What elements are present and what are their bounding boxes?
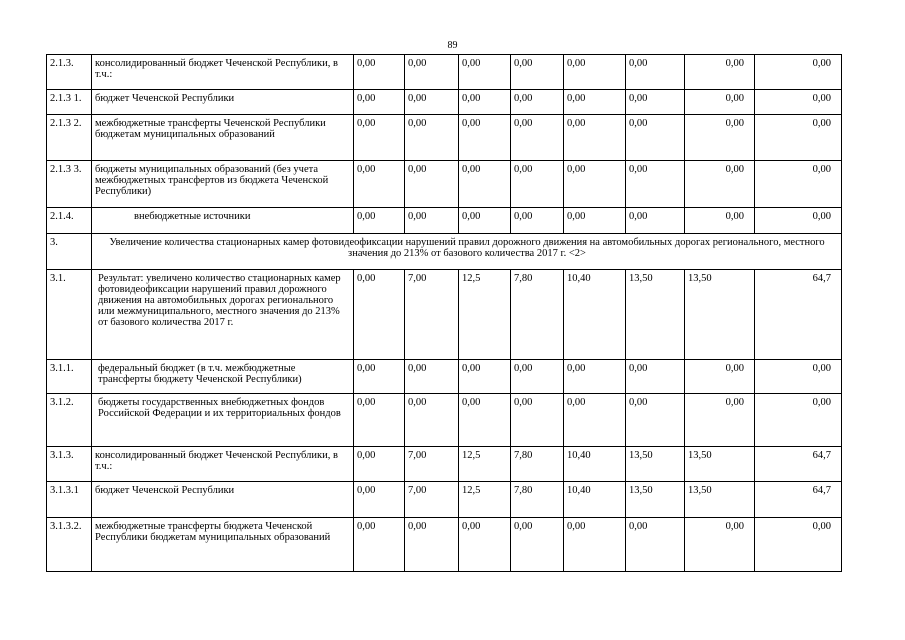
value-cell: 0,00 xyxy=(511,518,564,572)
value-cell: 0,00 xyxy=(685,55,755,90)
value-cell: 0,00 xyxy=(459,55,511,90)
row-number: 2.1.4. xyxy=(47,208,92,234)
value-cell: 0,00 xyxy=(405,161,459,208)
value-cell: 13,50 xyxy=(685,447,755,482)
row-number: 3.1.1. xyxy=(47,360,92,394)
value-cell: 0,00 xyxy=(564,55,626,90)
row-number: 3.1.3.1 xyxy=(47,482,92,518)
budget-table xyxy=(46,54,842,572)
value-cell: 10,40 xyxy=(564,447,626,482)
section-heading: Увеличение количества стационарных камер фотовидеофиксации нарушений правил дорожного движения на автомобильных дорогах регионального, местного значения до 213% от базового количества 2017 г. <2> xyxy=(92,234,842,270)
value-cell: 0,00 xyxy=(354,115,405,161)
row-number: 3.1.3. xyxy=(47,447,92,482)
value-cell: 0,00 xyxy=(564,161,626,208)
total-cell: 0,00 xyxy=(755,208,842,234)
row-description: консолидированный бюджет Чеченской Республики, в т.ч.: xyxy=(92,55,354,90)
value-cell: 0,00 xyxy=(511,55,564,90)
value-cell: 7,00 xyxy=(405,447,459,482)
total-cell: 0,00 xyxy=(755,90,842,115)
value-cell: 13,50 xyxy=(626,482,685,518)
value-cell: 12,5 xyxy=(459,270,511,360)
table-row xyxy=(47,270,842,360)
value-cell: 0,00 xyxy=(354,161,405,208)
value-cell: 0,00 xyxy=(354,270,405,360)
value-cell: 0,00 xyxy=(685,394,755,447)
value-cell: 0,00 xyxy=(511,90,564,115)
value-cell: 0,00 xyxy=(405,394,459,447)
value-cell: 0,00 xyxy=(354,55,405,90)
value-cell: 0,00 xyxy=(511,360,564,394)
value-cell: 0,00 xyxy=(459,394,511,447)
row-number: 3.1.2. xyxy=(47,394,92,447)
value-cell: 0,00 xyxy=(685,90,755,115)
value-cell: 7,00 xyxy=(405,482,459,518)
table-row xyxy=(47,447,842,482)
value-cell: 0,00 xyxy=(685,115,755,161)
value-cell: 12,5 xyxy=(459,447,511,482)
value-cell: 0,00 xyxy=(459,360,511,394)
total-cell: 0,00 xyxy=(755,360,842,394)
value-cell: 0,00 xyxy=(459,161,511,208)
table-row xyxy=(47,360,842,394)
row-number: 2.1.3 3. xyxy=(47,161,92,208)
table-row xyxy=(47,208,842,234)
total-cell: 0,00 xyxy=(755,161,842,208)
value-cell: 0,00 xyxy=(564,394,626,447)
total-cell: 0,00 xyxy=(755,115,842,161)
value-cell: 10,40 xyxy=(564,482,626,518)
row-description: бюджет Чеченской Республики xyxy=(92,90,354,115)
row-description: бюджеты государственных внебюджетных фондов Российской Федерации и их территориальных фондов xyxy=(92,394,354,447)
value-cell: 0,00 xyxy=(405,518,459,572)
value-cell: 0,00 xyxy=(354,482,405,518)
value-cell: 0,00 xyxy=(354,394,405,447)
value-cell: 0,00 xyxy=(459,518,511,572)
table-row xyxy=(47,55,842,90)
row-description: федеральный бюджет (в т.ч. межбюджетные трансферты бюджету Чеченской Республики) xyxy=(92,360,354,394)
row-description: бюджет Чеченской Республики xyxy=(92,482,354,518)
value-cell: 0,00 xyxy=(626,208,685,234)
total-cell: 64,7 xyxy=(755,447,842,482)
row-number: 2.1.3 1. xyxy=(47,90,92,115)
value-cell: 0,00 xyxy=(354,360,405,394)
value-cell: 13,50 xyxy=(626,447,685,482)
value-cell: 0,00 xyxy=(405,115,459,161)
table-row xyxy=(47,394,842,447)
value-cell: 7,80 xyxy=(511,270,564,360)
row-description: межбюджетные трансферты бюджета Чеченской Республики бюджетам муниципальных образований xyxy=(92,518,354,572)
value-cell: 0,00 xyxy=(626,394,685,447)
value-cell: 0,00 xyxy=(564,208,626,234)
value-cell: 0,00 xyxy=(685,360,755,394)
value-cell: 0,00 xyxy=(685,208,755,234)
value-cell: 0,00 xyxy=(405,90,459,115)
value-cell: 7,80 xyxy=(511,482,564,518)
value-cell: 13,50 xyxy=(685,270,755,360)
value-cell: 0,00 xyxy=(685,161,755,208)
total-cell: 64,7 xyxy=(755,482,842,518)
section-row xyxy=(47,234,842,270)
value-cell: 7,80 xyxy=(511,447,564,482)
value-cell: 0,00 xyxy=(626,55,685,90)
row-description: межбюджетные трансферты Чеченской Республики бюджетам муниципальных образований xyxy=(92,115,354,161)
value-cell: 0,00 xyxy=(354,518,405,572)
row-number: 3. xyxy=(47,234,92,270)
value-cell: 0,00 xyxy=(626,518,685,572)
value-cell: 0,00 xyxy=(564,90,626,115)
table-row xyxy=(47,518,842,572)
table-row xyxy=(47,161,842,208)
value-cell: 12,5 xyxy=(459,482,511,518)
value-cell: 0,00 xyxy=(511,394,564,447)
value-cell: 0,00 xyxy=(459,115,511,161)
value-cell: 0,00 xyxy=(354,208,405,234)
total-cell: 0,00 xyxy=(755,518,842,572)
total-cell: 0,00 xyxy=(755,55,842,90)
value-cell: 0,00 xyxy=(459,208,511,234)
row-number: 3.1. xyxy=(47,270,92,360)
value-cell: 0,00 xyxy=(626,161,685,208)
value-cell: 13,50 xyxy=(685,482,755,518)
value-cell: 0,00 xyxy=(405,208,459,234)
value-cell: 7,00 xyxy=(405,270,459,360)
value-cell: 13,50 xyxy=(626,270,685,360)
value-cell: 0,00 xyxy=(511,208,564,234)
value-cell: 0,00 xyxy=(354,447,405,482)
row-description: бюджеты муниципальных образований (без учета межбюджетных трансфертов из бюджета Чеченской Республики) xyxy=(92,161,354,208)
value-cell: 0,00 xyxy=(564,115,626,161)
value-cell: 0,00 xyxy=(626,90,685,115)
table-row xyxy=(47,115,842,161)
value-cell: 0,00 xyxy=(459,90,511,115)
value-cell: 10,40 xyxy=(564,270,626,360)
value-cell: 0,00 xyxy=(626,360,685,394)
row-description: внебюджетные источники xyxy=(92,208,354,234)
value-cell: 0,00 xyxy=(511,115,564,161)
value-cell: 0,00 xyxy=(626,115,685,161)
value-cell: 0,00 xyxy=(405,55,459,90)
row-description: Результат: увеличено количество стационарных камер фотовидеофиксации нарушений правил дорожного движения на автомобильных дорогах регионального или межмуниципального, местного значения до 213% от базового количества 2017 г. xyxy=(92,270,354,360)
total-cell: 0,00 xyxy=(755,394,842,447)
row-description: консолидированный бюджет Чеченской Республики, в т.ч.: xyxy=(92,447,354,482)
value-cell: 0,00 xyxy=(511,161,564,208)
page-number: 89 xyxy=(447,40,458,51)
row-number: 2.1.3. xyxy=(47,55,92,90)
value-cell: 0,00 xyxy=(685,518,755,572)
row-number: 2.1.3 2. xyxy=(47,115,92,161)
value-cell: 0,00 xyxy=(564,360,626,394)
value-cell: 0,00 xyxy=(405,360,459,394)
value-cell: 0,00 xyxy=(354,90,405,115)
table-row xyxy=(47,482,842,518)
total-cell: 64,7 xyxy=(755,270,842,360)
row-number: 3.1.3.2. xyxy=(47,518,92,572)
table-row xyxy=(47,90,842,115)
value-cell: 0,00 xyxy=(564,518,626,572)
